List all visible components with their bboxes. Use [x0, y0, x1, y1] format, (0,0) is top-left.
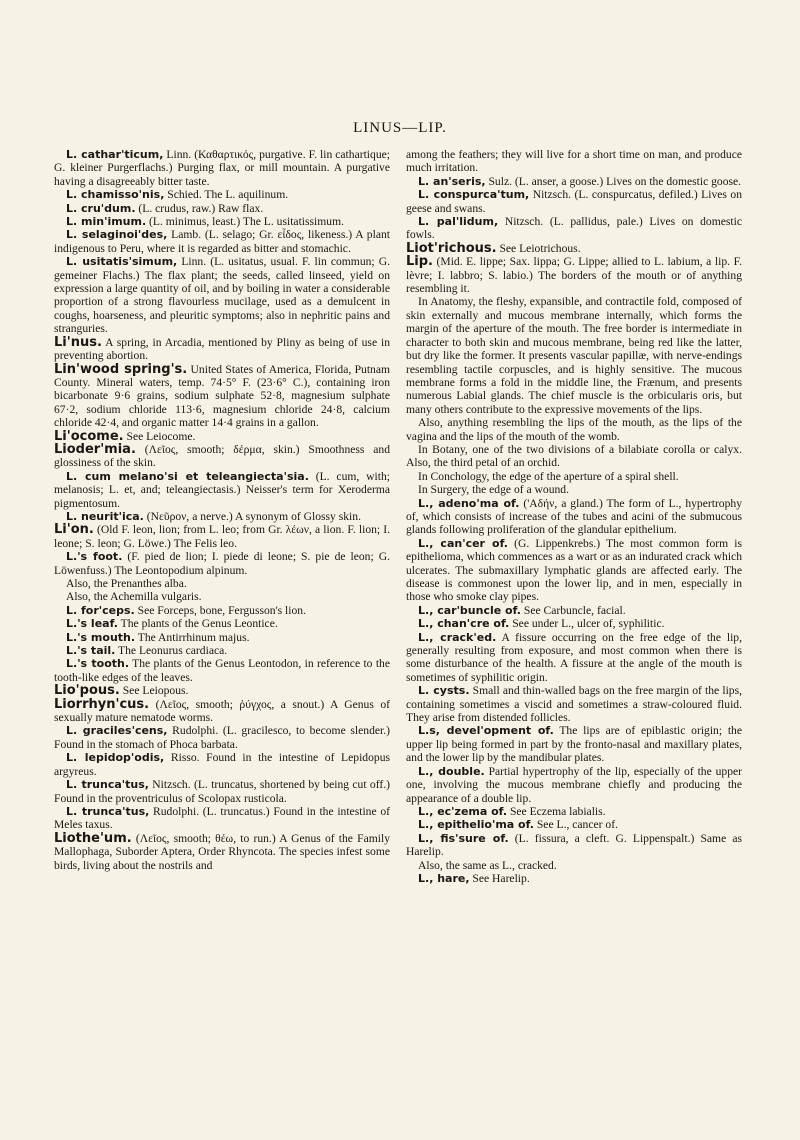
entry-definition: Risso. Found in the intestine of Lepidopus argyreus. — [54, 751, 390, 778]
dictionary-entry — [406, 872, 742, 885]
dictionary-entry — [54, 832, 390, 872]
dictionary-entry — [54, 657, 390, 684]
entry-headword: L.'s tail. — [66, 644, 116, 658]
entry-definition: Nitzsch. (L. conspurcatus, defiled.) Lives on geese and swans. — [406, 188, 742, 215]
entry-definition: Rudolphi. (L. truncatus.) Found in the intestine of Meles taxus. — [54, 804, 390, 832]
dictionary-entry — [406, 175, 742, 188]
dictionary-entry — [406, 416, 742, 443]
entry-headword: L. cum melano'si et teleangiecta'sia. — [66, 469, 309, 483]
dictionary-entry — [406, 537, 742, 604]
entry-headword: L.'s tooth. — [66, 657, 130, 671]
entry-definition: See Eczema labialis. — [507, 804, 606, 818]
entry-definition: (Λεῖος, smooth; δέρμα, skin.) Smoothness and glossiness of the skin. — [54, 442, 390, 470]
entry-definition: See L., cancer of. — [533, 818, 618, 832]
entry-definition: The lips are of epiblastic origin; the upper lip being formed in part by the fronto-nasal and maxillary plates, and the lower lip by the mandibular plates. — [406, 724, 743, 765]
entry-headword: L. min'imum. — [66, 215, 147, 229]
entry-headword: L., epithelio'ma of. — [418, 818, 534, 832]
entry-headword: L., car'buncle of. — [418, 603, 521, 617]
entry-definition: The Leonurus cardiaca. — [115, 644, 228, 658]
dictionary-entry — [406, 832, 742, 859]
dictionary-entry — [54, 698, 390, 725]
entry-headword: L. graciles'cens, — [66, 724, 168, 738]
dictionary-entry — [406, 242, 742, 255]
entry-headword: Li'on. — [54, 522, 94, 538]
entry-headword: L. trunca'tus, — [66, 804, 150, 818]
dictionary-entry — [54, 255, 390, 335]
entry-definition: Lamb. (L. selago; Gr. εἶδος, likeness.) A plant indigenous to Peru, where it is regarded as bitter and stomachic. — [54, 228, 390, 255]
entry-headword: L., hare, — [418, 871, 470, 885]
entry-headword: L. chamisso'nis, — [66, 188, 165, 202]
entry-definition: In Anatomy, the fleshy, expansible, and contractile fold, composed of skin externally and mucous membrane internally, which forms the margin of the aperture of the mouth. The free border is intermediate in character to both skin and mucous membrane, being red like the latter, but dry like the former. It presents vascular papillæ, with nerve-endings resembling tactile corpuscles, and is highly sensitive. The mucous membrane forms a fold in the middle line, the Frænum, and presents numerous Labial glands. The chief muscle is the orbicularis oris, but many others contribute to the expressive movements of the lips. — [406, 295, 742, 416]
dictionary-entry — [54, 443, 390, 470]
entry-definition: The Antirrhinum majus. — [135, 630, 250, 644]
dictionary-entry — [406, 443, 742, 470]
entry-definition: See Leiopous. — [119, 684, 189, 698]
entry-headword: Lin'wood spring's. — [54, 361, 188, 377]
entry-headword: L.'s mouth. — [66, 630, 136, 644]
entry-definition: Linn. (Καθαρτικός, purgative. F. lin cathartique; G. kleiner Purgerflachs.) Purging flax, or mill mountain. A purgative having a disagreeably bitter taste. — [54, 148, 390, 188]
entry-headword: L.s, devel'opment of. — [418, 724, 554, 738]
entry-definition: In Surgery, the edge of a wound. — [418, 483, 570, 497]
dictionary-entry — [406, 765, 742, 805]
entry-headword: L. cathar'ticum, — [66, 148, 164, 161]
entry-definition: See under L., ulcer of, syphilitic. — [509, 617, 665, 631]
entry-headword: L. an'seris, — [418, 174, 486, 188]
entry-definition: Nitzsch. (L. pallidus, pale.) Lives on domestic fowls. — [406, 215, 742, 242]
entry-headword: L., crack'ed. — [418, 630, 497, 644]
entry-headword: Liot'richous. — [406, 240, 497, 256]
dictionary-entry — [54, 148, 390, 188]
entry-headword: Li'ocome. — [54, 428, 124, 444]
dictionary-entry — [54, 470, 390, 510]
entry-headword: L. cru'dum. — [66, 201, 136, 215]
dictionary-entry — [406, 604, 742, 617]
dictionary-entry — [406, 859, 742, 872]
dictionary-entry — [54, 604, 390, 617]
entry-definition: See Carbuncle, facial. — [520, 603, 626, 617]
entry-headword: Lio'pous. — [54, 683, 120, 699]
entry-definition: In Botany, one of the two divisions of a bilabiate corolla or calyx. Also, the third petal of an orchid. — [406, 442, 742, 470]
entry-definition: (G. Lippenkrebs.) The most common form is epithelioma, which commences as a wart or as an indurated crack which ulcerates. The submaxillary lymphatic glands are affected early. The disease is commonest upon the lower lip, and in men, especially in those who smoke clay pipes. — [406, 536, 742, 604]
entry-definition: (L. fissura, a cleft. G. Lippenspalt.) Same as Harelip. — [406, 831, 742, 859]
dictionary-entry — [54, 751, 390, 778]
entry-headword: Liorrhyn'cus. — [54, 696, 150, 712]
entry-definition: among the feathers; they will live for a short time on man, and produce much irritation. — [406, 148, 742, 175]
entry-headword: L. cysts. — [418, 684, 470, 698]
entry-definition: Small and thin-walled bags on the free margin of the lips, containing sometimes a viscid and sometimes a straw-coloured fluid. They arise from distended follicles. — [406, 684, 742, 725]
right-column — [406, 148, 742, 885]
dictionary-entry — [54, 336, 390, 363]
dictionary-entry — [54, 577, 390, 590]
dictionary-entry — [406, 617, 742, 630]
entry-headword: L. neurit'ica. — [66, 509, 144, 523]
entry-headword: L. usitatis'simum, — [66, 255, 178, 269]
dictionary-entry — [54, 644, 390, 657]
entry-headword: L. lepidop'odis, — [66, 751, 165, 765]
entry-definition: United States of America, Florida, Putnam County. Mineral waters, temp. 74·5° F. (23·6° C.), containing iron bicarbonate 9·6 grains, sodium sulphate 52·8, magnesium sulphate 67·2, sodium chloride 113·6, magnesium chloride 24·8, calcium chloride 42·4, and organic matter 14·4 grains in a gallon. — [54, 362, 391, 430]
entry-definition: Nitzsch. (L. truncatus, shortened by being cut off.) Found in the proventriculus of Scolopax rusticola. — [54, 778, 390, 805]
dictionary-entry — [54, 550, 390, 577]
entry-headword: L. selaginoi'des, — [66, 228, 168, 242]
entry-headword: L.'s leaf. — [66, 617, 118, 631]
dictionary-entry — [406, 818, 742, 831]
entry-headword: L., double. — [418, 764, 485, 778]
dictionary-entry — [54, 215, 390, 228]
entry-definition: (L. crudus, raw.) Raw flax. — [135, 201, 264, 215]
dictionary-entry — [54, 202, 390, 215]
entry-definition: (Λεῖος, smooth; ῥύγχος, a snout.) A Genus of sexually mature nematode worms. — [54, 697, 390, 725]
dictionary-entry — [54, 228, 390, 255]
dictionary-entry — [406, 631, 742, 685]
dictionary-entry — [406, 215, 742, 242]
running-head: LINUS—LIP. — [353, 120, 447, 136]
entry-definition: Also, the Prenanthes alba. — [66, 577, 187, 590]
dictionary-entry — [406, 470, 742, 483]
entry-definition: ('Αδήν, a gland.) The form of L., hypertrophy of, which consists of increase of the tubes and acini of the submucous glands following proliferation of the glandular epithelium. — [406, 496, 742, 537]
dictionary-entry — [406, 148, 742, 175]
entry-definition: (Λεῖος, smooth; θέω, to run.) A Genus of the Family Mallophaga, Suborder Aptera, Order Rhyncota. The species infest some birds, living about the nostrils and — [54, 831, 390, 872]
dictionary-entry — [54, 617, 390, 630]
dictionary-entry — [406, 295, 742, 416]
left-column — [54, 148, 390, 872]
entry-headword: Li'nus. — [54, 334, 102, 350]
entry-headword: L., adeno'ma of. — [418, 496, 520, 510]
dictionary-entry — [406, 724, 742, 764]
entry-definition: Sulz. (L. anser, a goose.) Lives on the domestic goose. — [485, 174, 742, 188]
dictionary-entry — [54, 188, 390, 201]
entry-headword: Lip. — [406, 254, 433, 270]
entry-definition: Linn. (L. usitatus, usual. F. lin commun; G. gemeiner Flachs.) The flax plant; the seeds, called linseed, yield on expression a large quantity of oil, and by boiling in water a considerable proportion of a strong flavourless mucilage, used as a demulcent in coughs, hoarseness, and pleuritic symptoms; also in nephritic pains and stranguries. — [54, 255, 390, 336]
entry-headword: Liothe'um. — [54, 830, 132, 846]
entry-definition: (F. pied de lion; I. piede di leone; S. pie de leon; G. Löwenfuss.) The Leontopodium alpinum. — [54, 550, 390, 577]
entry-definition: The plants of the Genus Leontodon, in reference to the tooth-like edges of the leaves. — [54, 657, 390, 684]
dictionary-entry — [54, 523, 390, 550]
entry-definition: Partial hypertrophy of the lip, especially of the upper one, involving the mucous membrane chiefly and producing the appearance of a double lip. — [406, 764, 742, 805]
dictionary-entry — [54, 805, 390, 832]
dictionary-entry — [54, 631, 390, 644]
entry-definition: (Old F. leon, lion; from L. leo; from Gr. λέων, a lion. F. lion; I. leone; S. leon; G. Löwe.) The Felis leo. — [54, 523, 390, 550]
entry-definition: In Conchology, the edge of the aperture of a spiral shell. — [418, 469, 679, 483]
entry-headword: L. trunca'tus, — [66, 778, 149, 792]
entry-definition: (Mid. E. lippe; Sax. lippa; G. Lippe; allied to L. labium, a lip. F. lèvre; I. labbro; S. labio.) The borders of the mouth or of anything resembling it. — [406, 255, 742, 296]
entry-headword: L., chan'cre of. — [418, 617, 510, 631]
entry-definition: See Harelip. — [469, 871, 530, 885]
entry-definition: (L. cum, with; melanosis; L. et, and; teleangiectasis.) Neisser's term for Xeroderma pigmentosum. — [54, 469, 390, 510]
dictionary-entry — [54, 684, 390, 697]
entry-headword: Lioder'mia. — [54, 441, 136, 457]
dictionary-entry — [406, 684, 742, 724]
entry-headword: L., fis'sure of. — [418, 831, 509, 845]
entry-definition: Also, anything resembling the lips of the mouth, as the lips of the vagina and the lips of the mouth of the womb. — [406, 416, 742, 443]
entry-definition: See Leiocome. — [123, 429, 196, 443]
entry-definition: (L. minimus, least.) The L. usitatissimum. — [146, 215, 344, 229]
entry-headword: L. for'ceps. — [66, 603, 135, 617]
entry-headword: L. pal'lidum, — [418, 215, 499, 229]
entry-definition: Also, the same as L., cracked. — [418, 858, 557, 872]
dictionary-entry — [406, 188, 742, 215]
dictionary-entry — [406, 483, 742, 496]
dictionary-entry — [54, 778, 390, 805]
entry-definition: Rudolphi. (L. gracilesco, to become slender.) Found in the stomach of Phoca barbata. — [54, 724, 390, 751]
entry-headword: L., can'cer of. — [418, 536, 508, 550]
dictionary-entry — [406, 805, 742, 818]
entry-headword: L.'s foot. — [66, 550, 123, 564]
entry-definition: Schied. The L. aquilinum. — [164, 188, 289, 202]
entry-definition: See Forceps, bone, Fergusson's lion. — [134, 603, 306, 617]
entry-definition: (Νεῦρον, a nerve.) A synonym of Glossy skin. — [143, 509, 361, 523]
entry-definition: A spring, in Arcadia, mentioned by Pliny as being of use in preventing abortion. — [54, 335, 390, 363]
entry-definition: A fissure occurring on the free edge of the lip, generally resulting from exposure, and most common when there is some disturbance of the health. A fissure at the angle of the mouth is sometimes of syphilitic origin. — [406, 630, 743, 684]
entry-headword: L. conspurca'tum, — [418, 188, 530, 202]
dictionary-entry — [54, 590, 390, 603]
dictionary-entry — [406, 255, 742, 295]
dictionary-entry — [406, 497, 742, 537]
dictionary-entry — [54, 430, 390, 443]
entry-definition: See Leiotrichous. — [496, 241, 581, 255]
dictionary-entry — [54, 363, 390, 430]
entry-headword: L., ec'zema of. — [418, 804, 508, 818]
entry-definition: Also, the Achemilla vulgaris. — [66, 590, 202, 604]
dictionary-entry — [54, 724, 390, 751]
entry-definition: The plants of the Genus Leontice. — [117, 617, 278, 631]
dictionary-entry — [54, 510, 390, 523]
